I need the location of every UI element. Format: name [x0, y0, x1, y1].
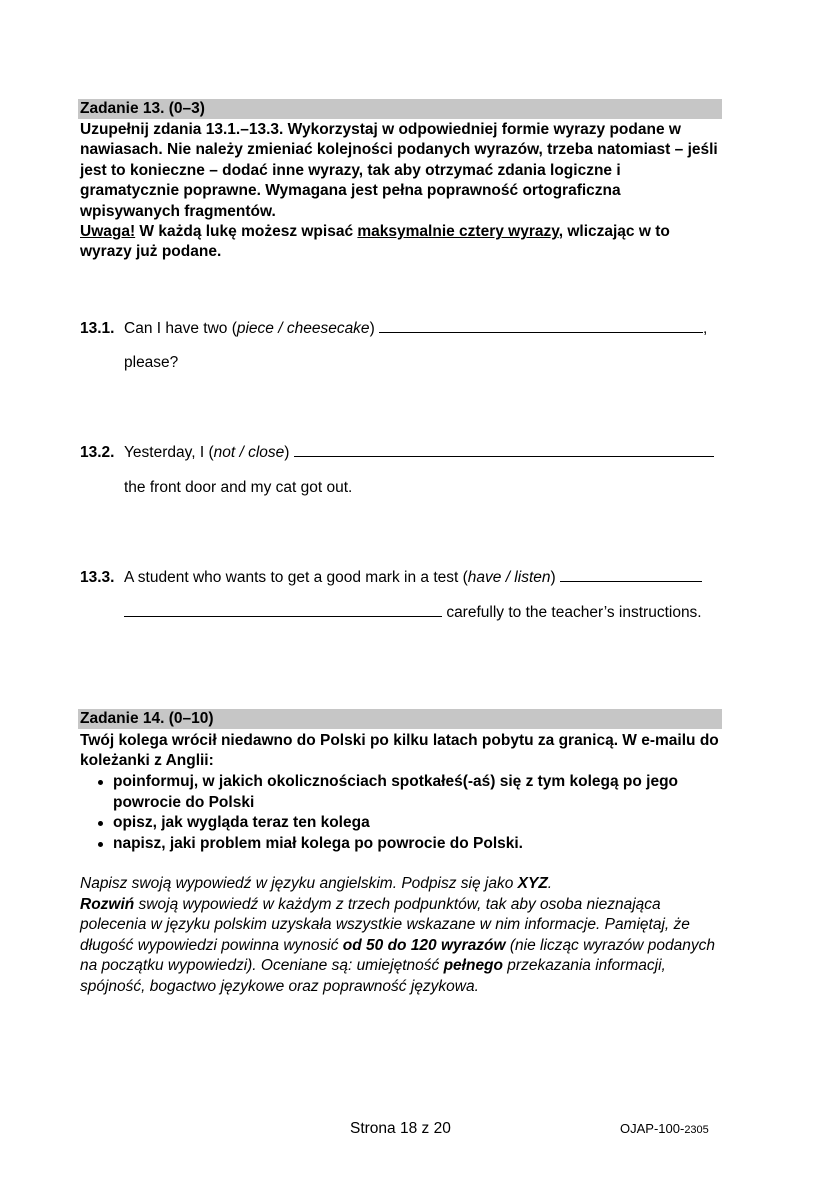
uwaga-text: W każdą lukę możesz wpisać — [135, 223, 358, 241]
exam-code-small: 2305 — [684, 1124, 709, 1136]
answer-gap-13-3a[interactable] — [560, 567, 702, 582]
item-13-1 — [80, 318, 707, 339]
uwaga-text-end: , wliczając w to wyrazy już podane. — [80, 223, 670, 261]
item-text: Can I have two ( — [124, 320, 237, 337]
bullet-point: napisz, jaki problem miał kolega po powrocie do Polski. — [96, 834, 716, 855]
signature-xyz: XYZ — [517, 875, 548, 892]
task-14-header: Zadanie 14. (0–10) — [78, 709, 722, 729]
exam-code-main: OJAP-100- — [620, 1121, 685, 1136]
item-number: 13.3. — [80, 569, 115, 586]
item-hint: piece / cheesecake — [236, 320, 370, 337]
task-14-intro: Twój kolega wrócił niedawno do Polski po kilku latach pobytu za granicą. W e-mailu do koleżanki z Anglii: — [80, 732, 719, 770]
answer-gap-13-2[interactable] — [294, 442, 714, 457]
note-text: swoją wypowiedź w każdym z trzech podpunktów, tak aby osoba nieznająca polecenia w języku polskim uzyskała wszystkie wskazane w nim informacje. Pamiętaj, że długość wypowiedzi powinna wynosić — [80, 895, 690, 954]
note-text: (nie licząc wyrazów podanych na początku wypowiedzi). Oceniane są: umiejętność — [80, 936, 715, 975]
item-number: 13.1. — [80, 320, 115, 337]
page-number: Strona 18 z 20 — [350, 1120, 451, 1137]
item-13-3-continuation — [124, 602, 702, 623]
full-emphasis: pełnego — [443, 957, 503, 975]
item-13-3 — [80, 567, 702, 588]
item-continuation-text: carefully to the teacher’s instructions. — [446, 604, 702, 621]
task-13-header: Zadanie 13. (0–3) — [78, 99, 722, 119]
item-number: 13.2. — [80, 444, 115, 461]
develop-emphasis: Rozwiń — [80, 895, 135, 913]
item-punct: , — [703, 320, 708, 337]
bullet-point: poinformuj, w jakich okolicznościach spotkałeś(-aś) się z tym kolegą po jego powrocie do Polski — [96, 772, 716, 813]
exam-code — [620, 1121, 709, 1136]
item-hint: have / listen — [467, 569, 551, 586]
item-13-1-continuation: please? — [124, 354, 179, 371]
uwaga-label: Uwaga! — [80, 223, 136, 241]
task-13-instructions — [80, 120, 720, 263]
answer-gap-13-3b[interactable] — [124, 602, 442, 617]
task-14-points — [96, 772, 716, 854]
item-13-2-continuation: the front door and my cat got out. — [124, 479, 353, 496]
length-emphasis: od 50 do 120 wyrazów — [342, 936, 506, 954]
bullet-point: opisz, jak wygląda teraz ten kolega — [96, 813, 716, 834]
task-14-notes — [80, 874, 730, 998]
item-text-after: ) — [284, 444, 290, 461]
note-text: Napisz swoją wypowiedź w języku angielskim. Podpisz się jako — [80, 875, 518, 892]
note-text-end: . — [547, 875, 553, 892]
task-13-instruction-text: Uzupełnij zdania 13.1.–13.3. Wykorzystaj w odpowiedniej formie wyrazy podane w nawiasach. Nie należy zmieniać kolejności podanych wyrazów, trzeba natomiast – jeśli jest to konieczne – dodać inne wyrazy, tak aby otrzymać zdania logiczne i gramatycznie poprawne. Wymagana jest pełna poprawność ortograficzna wpisywanych fragmentów. — [80, 121, 718, 220]
item-text-after: ) — [550, 569, 556, 586]
note-develop — [80, 895, 730, 998]
item-hint: not / close — [213, 444, 285, 461]
note-sign — [80, 874, 730, 895]
task-13-note — [80, 222, 720, 263]
item-text: Yesterday, I ( — [124, 444, 214, 461]
item-text: A student who wants to get a good mark in a test ( — [124, 569, 468, 586]
answer-gap-13-1[interactable] — [379, 318, 703, 333]
max-words-emphasis: maksymalnie cztery wyrazy — [357, 223, 559, 241]
item-13-2 — [80, 442, 714, 463]
note-text-end: przekazania informacji, spójność, bogactwo językowe oraz poprawność językowa. — [80, 957, 666, 995]
item-text-after: ) — [369, 320, 375, 337]
